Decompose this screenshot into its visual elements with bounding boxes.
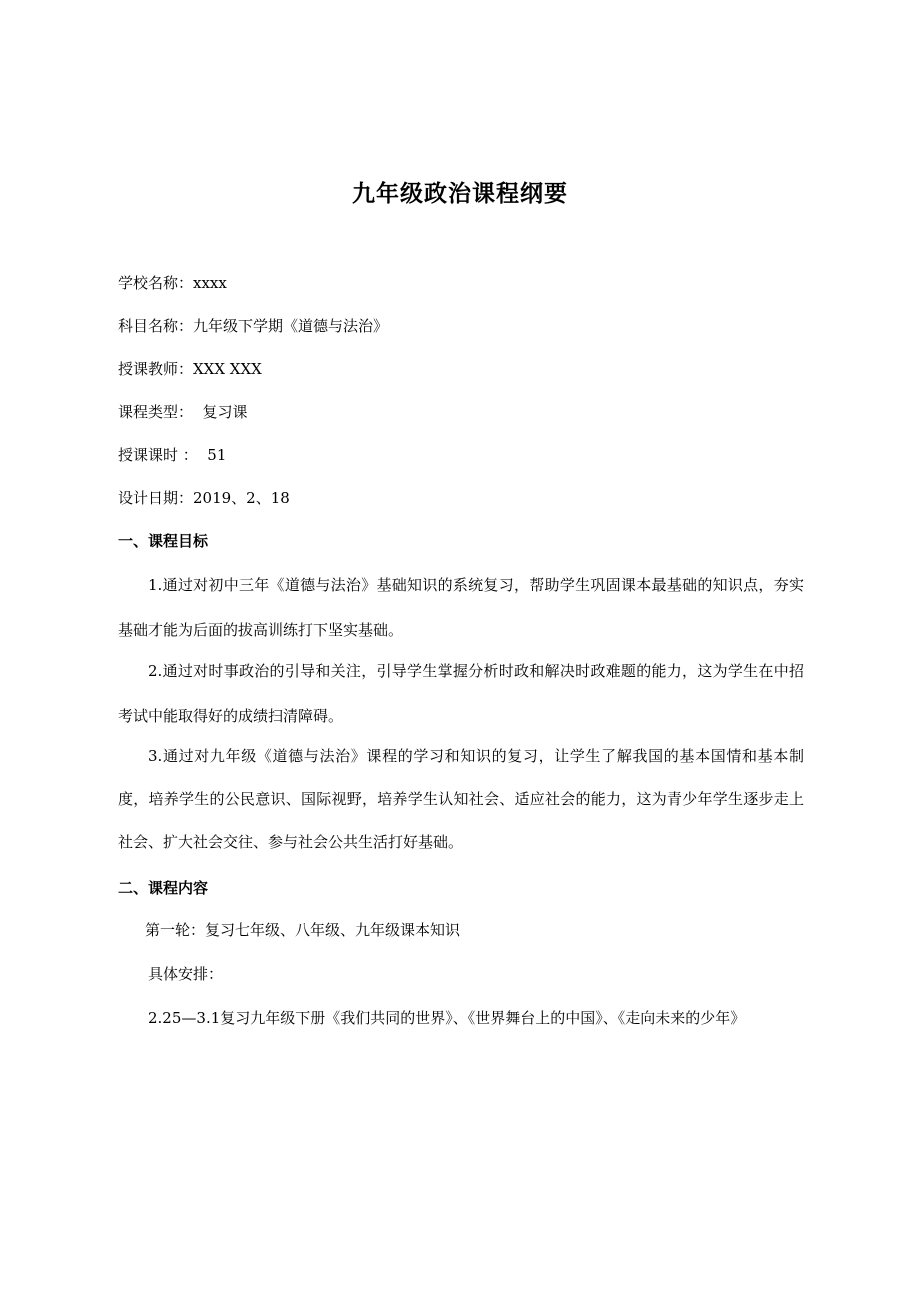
school-name-line: 学校名称：xxxx — [118, 274, 227, 292]
goal-item-2: 2.通过对时事政治的引导和关注，引导学生掌握分析时政和解决时政难题的能力，这为学生在中招考试中能取得好的成绩扫清障碍。 — [118, 662, 804, 725]
teacher-line: 授课教师：XXX XXX — [118, 360, 262, 378]
subject-name-line: 科目名称：九年级下学期《道德与法治》 — [118, 317, 389, 335]
section-heading-content: 二、课程内容 — [118, 879, 209, 897]
round-one-line: 第一轮：复习七年级、八年级、九年级课本知识 — [145, 921, 461, 939]
course-type-line: 课程类型： 复习课 — [118, 403, 248, 421]
goal-item-1: 1.通过对初中三年《道德与法治》基础知识的系统复习，帮助学生巩固课本最基础的知识点，夯实基础才能为后面的拔高训练打下坚实基础。 — [118, 576, 804, 639]
course-hours-line: 授课课时 ： 51 — [118, 446, 227, 464]
section-heading-goals: 一、课程目标 — [118, 532, 209, 550]
schedule-item-1: 2.25—3.1复习九年级下册《我们共同的世界》、《世界舞台上的中国》、《走向未来的少年》 — [148, 1009, 746, 1027]
design-date-line: 设计日期：2019、2、18 — [118, 489, 290, 507]
arrangement-line: 具体安排： — [148, 965, 224, 983]
goal-item-3: 3.通过对九年级《道德与法治》课程的学习和知识的复习，让学生了解我国的基本国情和基本制度，培养学生的公民意识、国际视野，培养学生认知社会、适应社会的能力，这为青少年学生逐步走上社会、扩大社会交往、参与社会公共生活打好基础。 — [118, 747, 804, 851]
document-title: 九年级政治课程纲要 — [352, 181, 568, 207]
